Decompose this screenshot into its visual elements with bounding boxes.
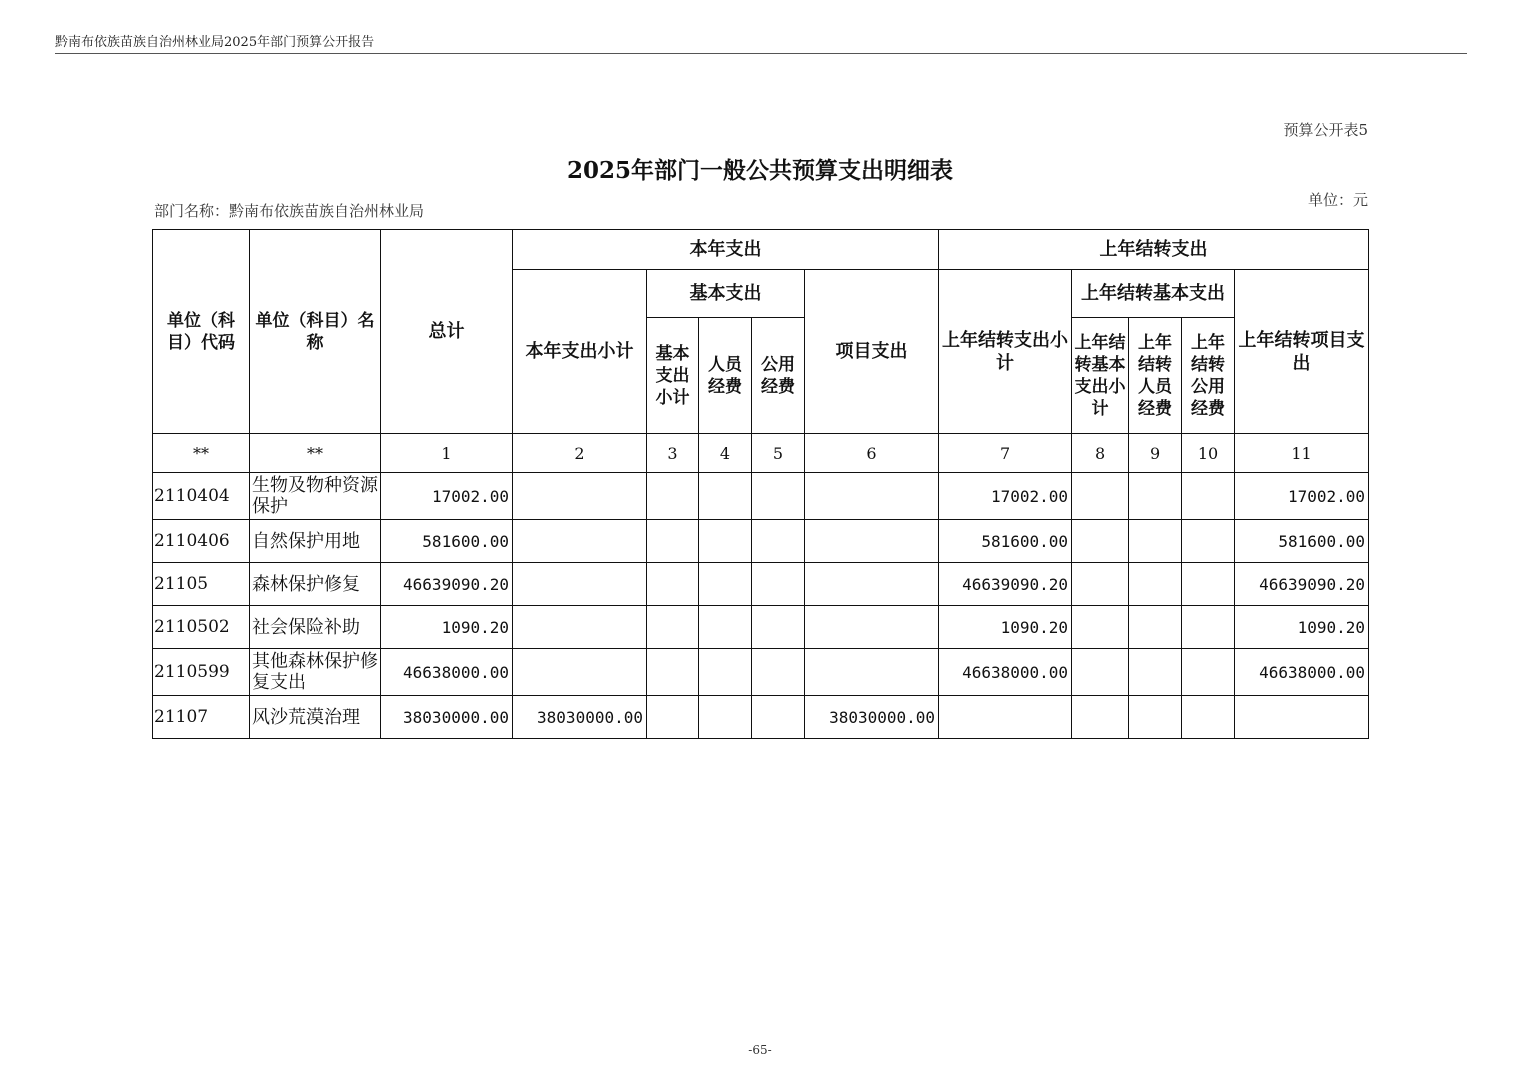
- table-row: [153, 473, 1369, 520]
- row-amount: 17002.00: [1235, 473, 1369, 520]
- row-name: 风沙荒漠治理: [250, 696, 381, 739]
- row-name: 其他森林保护修复支出: [250, 649, 381, 696]
- header-personnel: 人员经费: [699, 318, 752, 434]
- row-amount: 17002.00: [381, 473, 513, 520]
- row-amount: [1182, 520, 1235, 563]
- row-amount: [1129, 473, 1182, 520]
- index-cell: 8: [1072, 434, 1129, 473]
- row-amount: 46639090.20: [939, 563, 1072, 606]
- index-cell: 3: [647, 434, 699, 473]
- index-row: [153, 434, 1369, 473]
- header-code: 单位（科目）代码: [153, 230, 250, 434]
- row-amount: 581600.00: [939, 520, 1072, 563]
- index-cell: 2: [513, 434, 647, 473]
- row-name: 自然保护用地: [250, 520, 381, 563]
- row-code: 2110406: [153, 520, 250, 563]
- row-amount: [513, 563, 647, 606]
- row-amount: [699, 649, 752, 696]
- table-row: [153, 563, 1369, 606]
- header-project: 项目支出: [805, 270, 939, 434]
- index-cell: 5: [752, 434, 805, 473]
- row-code: 2110502: [153, 606, 250, 649]
- row-amount: [513, 520, 647, 563]
- row-amount: [805, 606, 939, 649]
- header-rule: [55, 53, 1467, 54]
- row-code: 21107: [153, 696, 250, 739]
- row-amount: [1129, 696, 1182, 739]
- row-amount: [805, 563, 939, 606]
- row-amount: [699, 606, 752, 649]
- row-code: 2110599: [153, 649, 250, 696]
- row-amount: 1090.20: [381, 606, 513, 649]
- table-number: 预算公开表5: [1283, 121, 1368, 139]
- row-amount: [1072, 696, 1129, 739]
- row-name: 生物及物种资源保护: [250, 473, 381, 520]
- index-cell: **: [250, 434, 381, 473]
- row-amount: [699, 473, 752, 520]
- index-cell: **: [153, 434, 250, 473]
- row-amount: [513, 606, 647, 649]
- row-amount: [805, 520, 939, 563]
- running-header: 黔南布依族苗族自治州林业局2025年部门预算公开报告: [55, 35, 375, 50]
- row-amount: [1072, 606, 1129, 649]
- row-amount: [752, 563, 805, 606]
- index-cell: 9: [1129, 434, 1182, 473]
- row-name: 森林保护修复: [250, 563, 381, 606]
- row-amount: [1129, 606, 1182, 649]
- row-amount: 38030000.00: [381, 696, 513, 739]
- header-basic-subtotal: 基本支出小计: [647, 318, 699, 434]
- row-amount: [1182, 649, 1235, 696]
- page-number: -65-: [748, 1043, 772, 1057]
- row-amount: [647, 520, 699, 563]
- index-cell: 1: [381, 434, 513, 473]
- row-amount: 581600.00: [1235, 520, 1369, 563]
- row-amount: [805, 473, 939, 520]
- header-carryover-project: 上年结转项目支出: [1235, 270, 1369, 434]
- row-amount: [1182, 563, 1235, 606]
- row-amount: 46639090.20: [381, 563, 513, 606]
- row-amount: 46639090.20: [1235, 563, 1369, 606]
- row-amount: [1129, 520, 1182, 563]
- header-carryover-basic-subtotal: 上年结转基本支出小计: [1072, 318, 1129, 434]
- row-amount: [647, 473, 699, 520]
- header-carryover-public: 上年结转公用经费: [1182, 318, 1235, 434]
- header-carryover-subtotal: 上年结转支出小计: [939, 270, 1072, 434]
- row-amount: [647, 649, 699, 696]
- row-amount: [1129, 563, 1182, 606]
- table-row: [153, 649, 1369, 696]
- index-cell: 10: [1182, 434, 1235, 473]
- row-amount: 1090.20: [1235, 606, 1369, 649]
- unit-label: 单位：元: [1307, 191, 1368, 209]
- index-cell: 11: [1235, 434, 1369, 473]
- row-amount: 46638000.00: [939, 649, 1072, 696]
- row-amount: [1072, 649, 1129, 696]
- table-row: [153, 606, 1369, 649]
- header-carryover: 上年结转支出: [939, 230, 1369, 270]
- row-amount: 581600.00: [381, 520, 513, 563]
- table-row: [153, 520, 1369, 563]
- row-code: 2110404: [153, 473, 250, 520]
- row-amount: 46638000.00: [381, 649, 513, 696]
- department-name: 部门名称：黔南布依族苗族自治州林业局: [154, 202, 425, 220]
- budget-table: [152, 229, 1369, 739]
- row-amount: 17002.00: [939, 473, 1072, 520]
- row-amount: [513, 649, 647, 696]
- row-amount: [513, 473, 647, 520]
- row-amount: [1072, 473, 1129, 520]
- header-public: 公用经费: [752, 318, 805, 434]
- row-amount: [647, 696, 699, 739]
- row-name: 社会保险补助: [250, 606, 381, 649]
- row-amount: [1182, 606, 1235, 649]
- row-amount: 46638000.00: [1235, 649, 1369, 696]
- index-cell: 4: [699, 434, 752, 473]
- row-amount: [1182, 696, 1235, 739]
- page-title: 2025年部门一般公共预算支出明细表: [566, 157, 953, 184]
- row-amount: [1182, 473, 1235, 520]
- row-amount: [939, 696, 1072, 739]
- row-amount: [699, 563, 752, 606]
- row-amount: [752, 696, 805, 739]
- header-basic: 基本支出: [647, 270, 805, 318]
- table-row: [153, 696, 1369, 739]
- row-amount: [1235, 696, 1369, 739]
- header-current-year: 本年支出: [513, 230, 939, 270]
- row-amount: [1072, 563, 1129, 606]
- row-amount: [752, 520, 805, 563]
- row-amount: [752, 473, 805, 520]
- row-amount: [699, 696, 752, 739]
- header-name: 单位（科目）名称: [250, 230, 381, 434]
- row-amount: [752, 606, 805, 649]
- index-cell: 6: [805, 434, 939, 473]
- row-amount: 1090.20: [939, 606, 1072, 649]
- row-amount: [805, 649, 939, 696]
- row-amount: 38030000.00: [513, 696, 647, 739]
- row-amount: [647, 563, 699, 606]
- header-current-subtotal: 本年支出小计: [513, 270, 647, 434]
- header-total: 总计: [381, 230, 513, 434]
- row-code: 21105: [153, 563, 250, 606]
- header-carryover-personnel: 上年结转人员经费: [1129, 318, 1182, 434]
- row-amount: [1072, 520, 1129, 563]
- row-amount: [647, 606, 699, 649]
- header-carryover-basic: 上年结转基本支出: [1072, 270, 1235, 318]
- row-amount: 38030000.00: [805, 696, 939, 739]
- row-amount: [752, 649, 805, 696]
- index-cell: 7: [939, 434, 1072, 473]
- row-amount: [699, 520, 752, 563]
- row-amount: [1129, 649, 1182, 696]
